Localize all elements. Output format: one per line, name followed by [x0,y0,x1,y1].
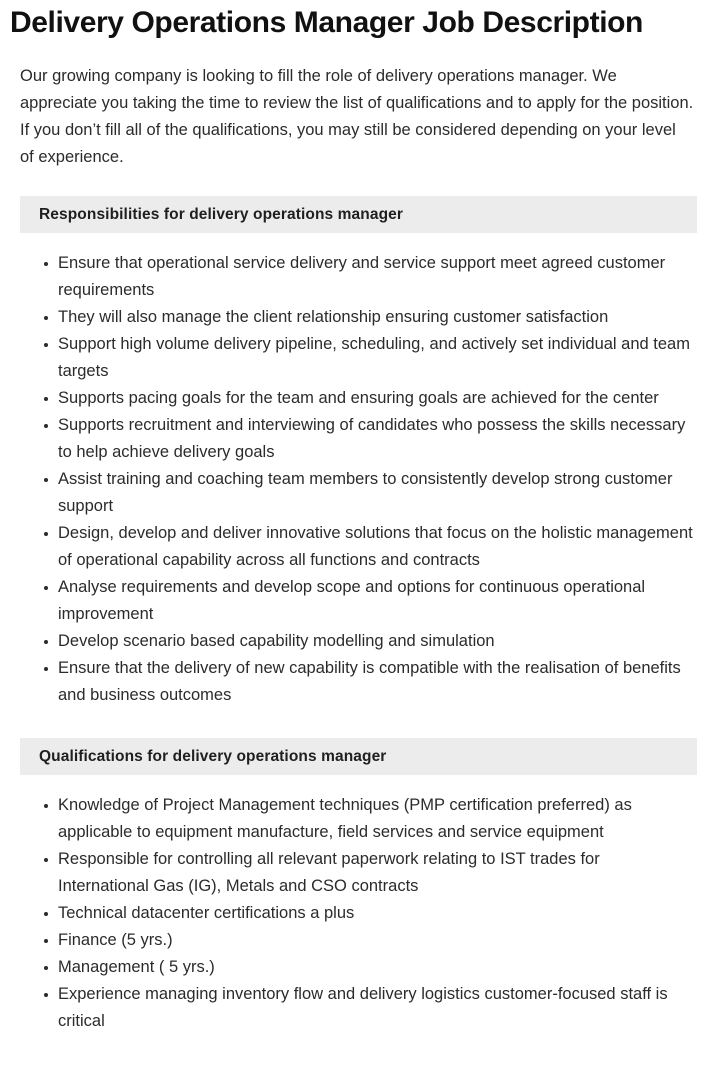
qualifications-section [0,738,720,1035]
list-item: Develop scenario based capability modelling and simulation [20,628,694,655]
list-item: Finance (5 yrs.) [20,927,694,954]
qualifications-list [0,775,720,1035]
list-item: Support high volume delivery pipeline, scheduling, and actively set individual and team targets [20,331,694,385]
list-item: Supports recruitment and interviewing of candidates who possess the skills necessary to help achieve delivery goals [20,412,694,466]
list-item: Ensure that operational service delivery and service support meet agreed customer requirements [20,250,694,304]
list-item: Technical datacenter certifications a plus [20,900,694,927]
list-item: Responsible for controlling all relevant paperwork relating to IST trades for International Gas (IG), Metals and CSO contracts [20,846,694,900]
list-item: Ensure that the delivery of new capability is compatible with the realisation of benefits and business outcomes [20,655,694,709]
qualifications-heading-label: Qualifications for delivery operations manager [39,747,387,765]
responsibilities-section-header [20,196,697,233]
list-item: They will also manage the client relationship ensuring customer satisfaction [20,304,694,331]
list-item: Design, develop and deliver innovative solutions that focus on the holistic management of operational capability across all functions and contracts [20,520,694,574]
qualifications-section-header [20,738,697,775]
list-item: Experience managing inventory flow and delivery logistics customer-focused staff is critical [20,981,694,1035]
list-item: Management ( 5 yrs.) [20,954,694,981]
list-item: Assist training and coaching team members to consistently develop strong customer support [20,466,694,520]
responsibilities-list [0,233,720,709]
page-title: Delivery Operations Manager Job Description [10,6,643,39]
responsibilities-heading-label: Responsibilities for delivery operations manager [39,205,403,223]
list-item: Analyse requirements and develop scope and options for continuous operational improvement [20,574,694,628]
responsibilities-section [0,196,720,709]
list-item: Knowledge of Project Management techniques (PMP certification preferred) as applicable to equipment manufacture, field services and service equipment [20,792,694,846]
intro-paragraph: Our growing company is looking to fill the role of delivery operations manager. We appreciate you taking the time to review the list of qualifications and to apply for the position. If you don’t fill all of the qualifications, you may still be considered depending on your level of experience. [20,67,694,166]
list-item: Supports pacing goals for the team and ensuring goals are achieved for the center [20,385,694,412]
